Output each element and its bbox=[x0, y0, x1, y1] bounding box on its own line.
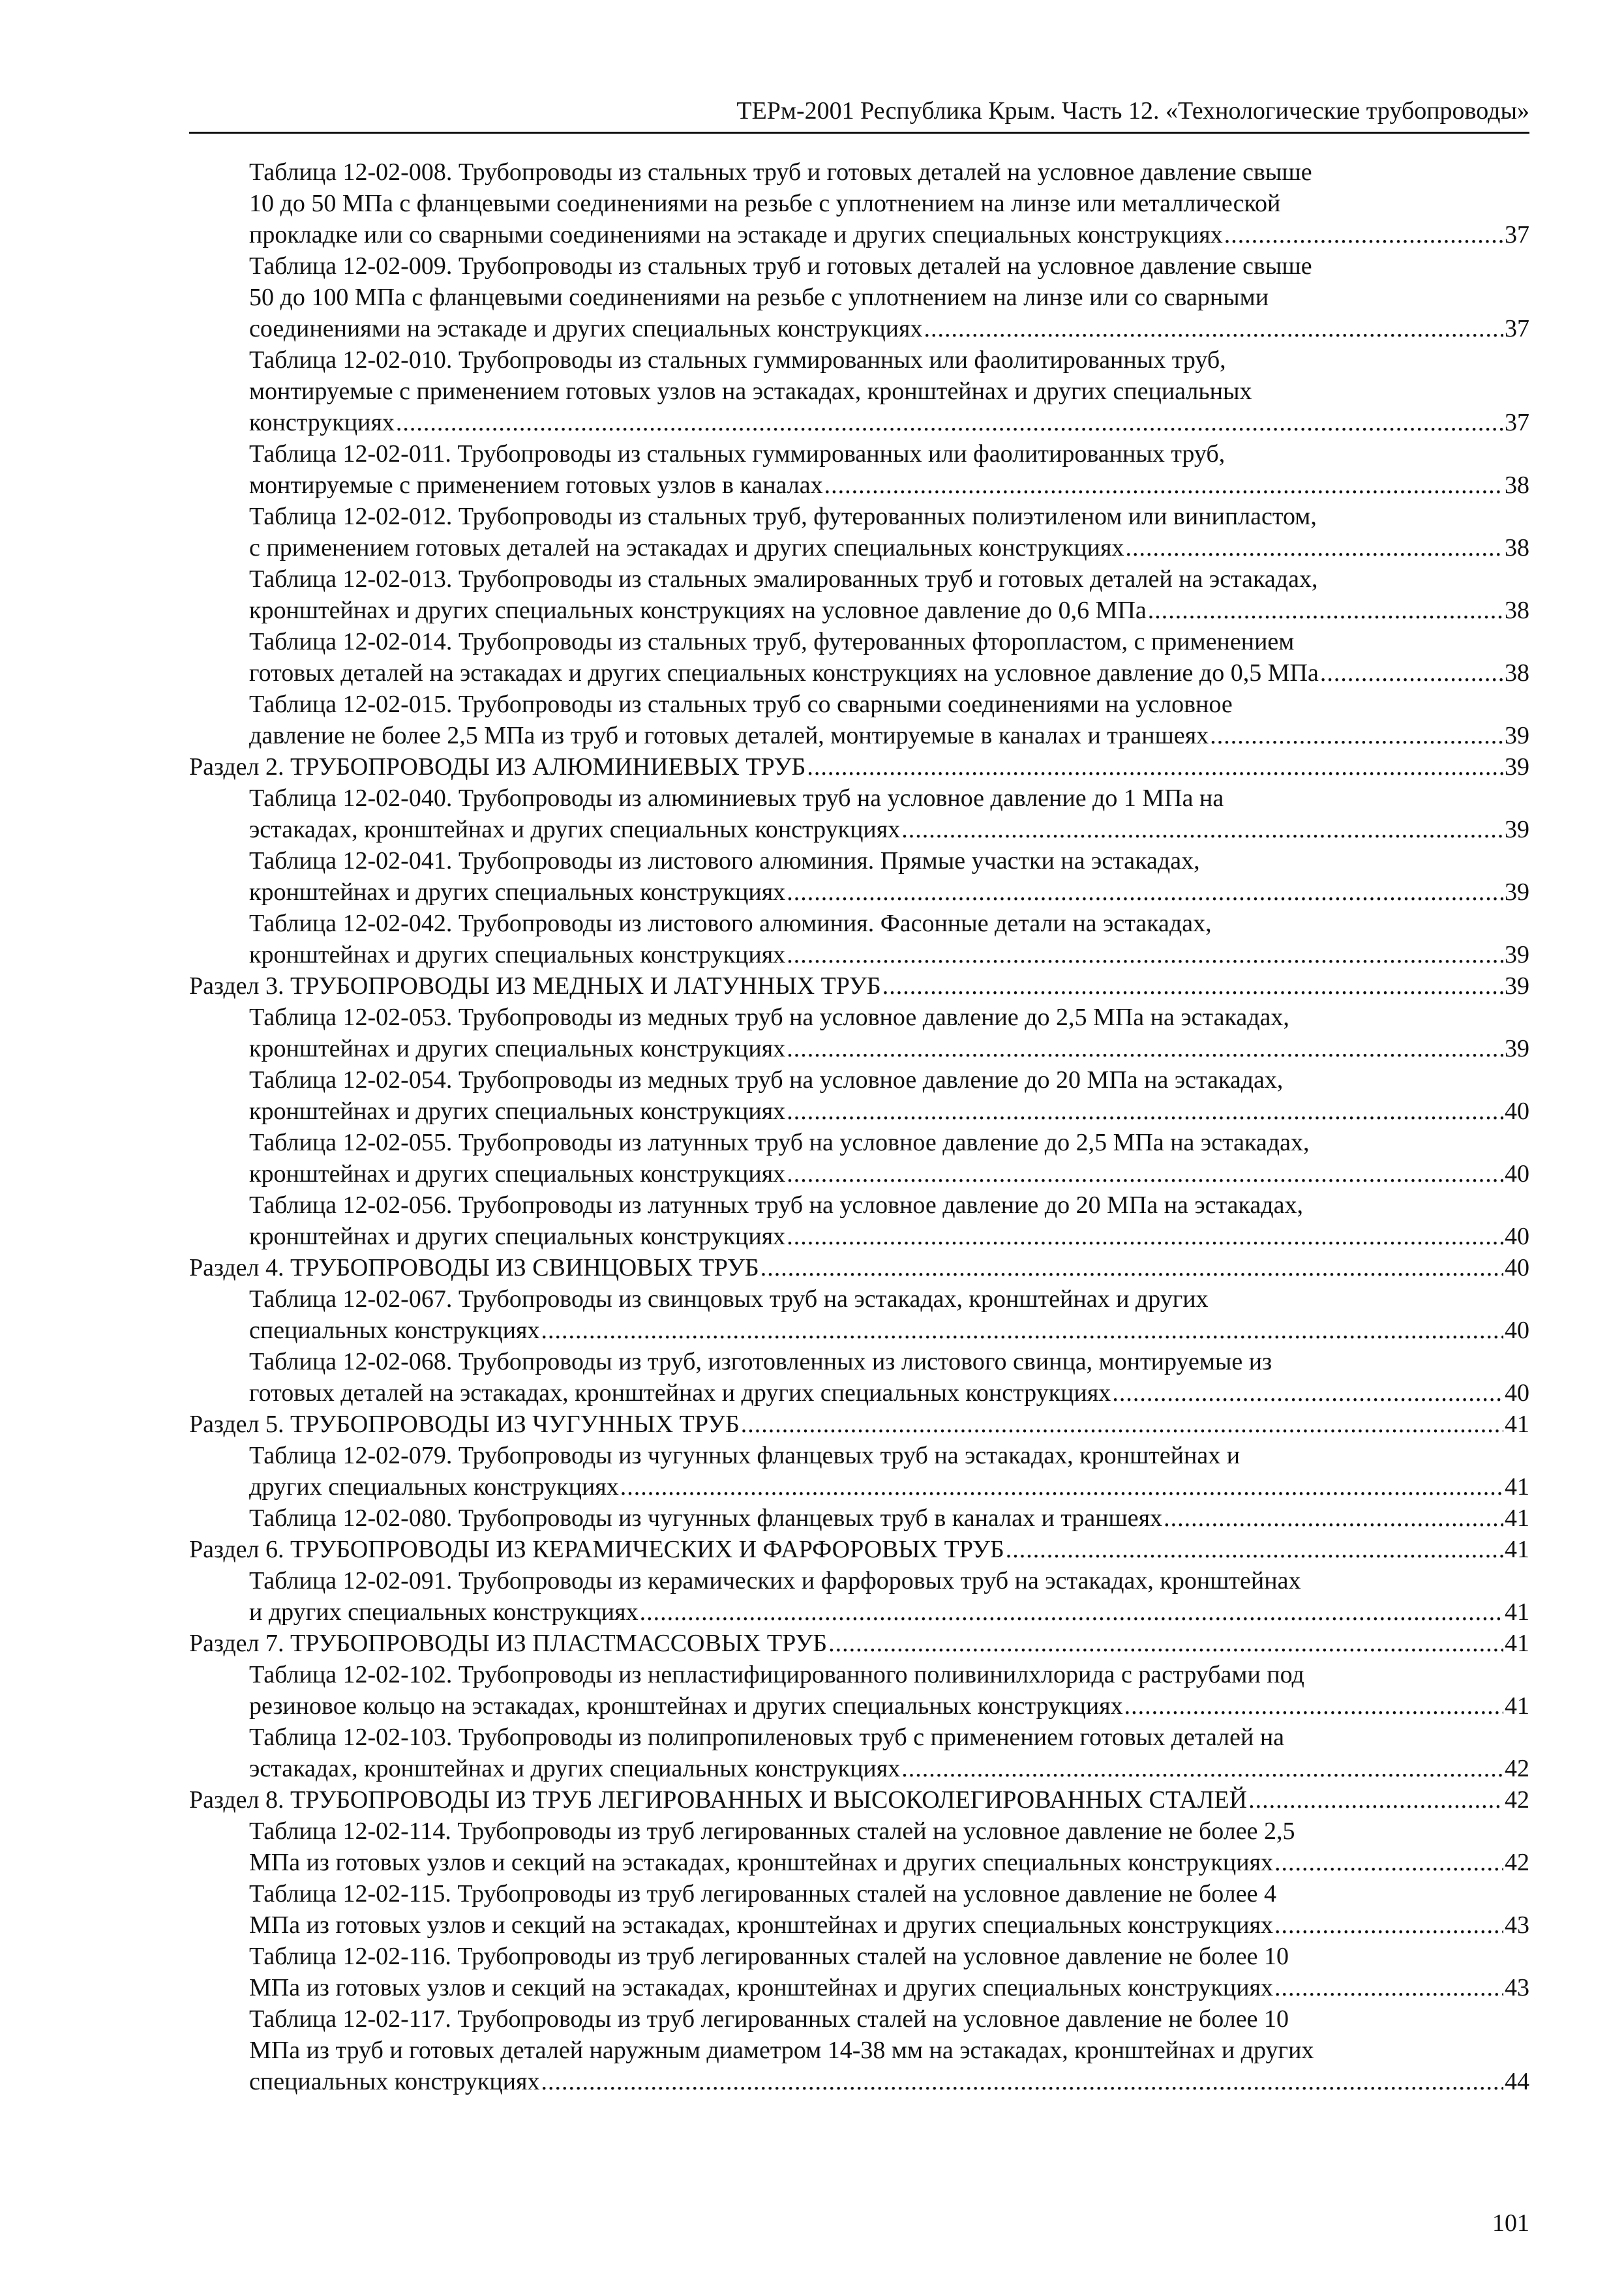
toc-entry-last-line bbox=[249, 2066, 1529, 2097]
toc-entry-last-line bbox=[249, 1033, 1529, 1064]
toc-entry-last-line bbox=[189, 1409, 1529, 1440]
toc-entry-text-line: Раздел 2. ТРУБОПРОВОДЫ ИЗ АЛЮМИНИЕВЫХ ТРУБ bbox=[189, 753, 806, 781]
dot-leader bbox=[824, 470, 1503, 501]
toc-page-ref: 42 bbox=[1505, 1755, 1529, 1782]
toc-entry-text-line: кронштейнах и других специальных конструкциях bbox=[249, 878, 786, 906]
toc-section-entry[interactable] bbox=[189, 1252, 1529, 1283]
dot-leader bbox=[760, 1252, 1503, 1283]
toc-section-entry[interactable] bbox=[189, 751, 1529, 783]
toc-table-entry[interactable] bbox=[189, 783, 1529, 845]
toc-page-ref: 43 bbox=[1505, 1911, 1529, 1939]
toc-entry-text-line: с применением готовых деталей на эстакадах и других специальных конструкциях bbox=[249, 534, 1124, 561]
toc-table-entry[interactable] bbox=[189, 1189, 1529, 1252]
header-divider bbox=[189, 132, 1529, 134]
toc-entry-text-line: Таблица 12-02-056. Трубопроводы из латунных труб на условное давление до 20 МПа на эстакадах, bbox=[249, 1191, 1303, 1219]
toc-table-entry[interactable] bbox=[189, 1283, 1529, 1346]
toc-entry-text-line: Таблица 12-02-040. Трубопроводы из алюминиевых труб на условное давление до 1 МПа на bbox=[249, 785, 1224, 812]
toc-table-entry[interactable] bbox=[189, 1878, 1529, 1941]
toc-entry-last-line bbox=[249, 532, 1529, 563]
toc-entry-text-line: Раздел 4. ТРУБОПРОВОДЫ ИЗ СВИНЦОВЫХ ТРУБ bbox=[189, 1254, 759, 1281]
toc-page-ref: 38 bbox=[1505, 534, 1529, 561]
toc-entry-text-line: Таблица 12-02-055. Трубопроводы из латунных труб на условное давление до 2,5 МПа на эстакадах, bbox=[249, 1129, 1310, 1156]
toc-entry-last-line bbox=[249, 876, 1529, 908]
toc-entry-text-line: Таблица 12-02-102. Трубопроводы из непластифицированного поливинилхлорида с раструбами под bbox=[249, 1661, 1304, 1688]
toc-entry-text-line: кронштейнах и других специальных конструкциях bbox=[249, 1223, 786, 1250]
toc-page-ref: 39 bbox=[1505, 1035, 1529, 1062]
toc-page-ref: 40 bbox=[1505, 1254, 1529, 1281]
toc-entry-text-line: Раздел 5. ТРУБОПРОВОДЫ ИЗ ЧУГУННЫХ ТРУБ bbox=[189, 1411, 740, 1438]
dot-leader bbox=[807, 751, 1503, 783]
dot-leader bbox=[1248, 1784, 1503, 1816]
toc-entry-text-line: Таблица 12-02-013. Трубопроводы из стальных эмалированных труб и готовых деталей на эстакадах, bbox=[249, 565, 1318, 593]
toc-section-entry[interactable] bbox=[189, 970, 1529, 1002]
toc-entry-text-line: Таблица 12-02-015. Трубопроводы из стальных труб со сварными соединениями на условное bbox=[249, 691, 1233, 718]
toc-entry-text-line: Таблица 12-02-041. Трубопроводы из листового алюминия. Прямые участки на эстакадах, bbox=[249, 847, 1200, 875]
toc-entry-last-line bbox=[249, 313, 1529, 344]
toc-page-ref: 39 bbox=[1505, 816, 1529, 843]
toc-page-ref: 40 bbox=[1505, 1379, 1529, 1407]
dot-leader bbox=[1006, 1534, 1503, 1565]
toc-entry-text-line: МПа из готовых узлов и секций на эстакадах, кронштейнах и других специальных конструкциях bbox=[249, 1911, 1274, 1939]
dot-leader bbox=[741, 1409, 1503, 1440]
toc-entry-last-line bbox=[249, 1503, 1529, 1534]
toc-entry-text-line: специальных конструкциях bbox=[249, 2068, 540, 2095]
toc-entry-last-line bbox=[249, 939, 1529, 970]
toc-entry-last-line bbox=[249, 595, 1529, 626]
toc-page-ref: 39 bbox=[1505, 722, 1529, 749]
toc-entry-text-line: МПа из готовых узлов и секций на эстакадах, кронштейнах и других специальных конструкциях bbox=[249, 1849, 1274, 1876]
dot-leader bbox=[1274, 1972, 1503, 2003]
toc-entry-text-line: эстакадах, кронштейнах и других специальных конструкциях bbox=[249, 1755, 901, 1782]
dot-leader bbox=[620, 1471, 1503, 1503]
toc-table-entry[interactable] bbox=[189, 1503, 1529, 1534]
toc-page-ref: 41 bbox=[1505, 1411, 1529, 1438]
toc-entry-text-line: давление не более 2,5 МПа из труб и готовых деталей, монтируемые в каналах и траншеях bbox=[249, 722, 1209, 749]
toc-entry-text-line: Таблица 12-02-114. Трубопроводы из труб легированных сталей на условное давление не более 2,5 bbox=[249, 1818, 1295, 1845]
dot-leader bbox=[1112, 1377, 1503, 1409]
toc-table-entry[interactable] bbox=[189, 1565, 1529, 1628]
toc-table-entry[interactable] bbox=[189, 1127, 1529, 1189]
toc-entry-text-line: 10 до 50 МПа с фланцевыми соединениями на резьбе с уплотнением на линзе или металлической bbox=[249, 190, 1281, 217]
toc-entry-text-line: готовых деталей на эстакадах и других специальных конструкциях на условное давление до 0,5 МПа bbox=[249, 659, 1319, 687]
toc-entry-text-line: Раздел 7. ТРУБОПРОВОДЫ ИЗ ПЛАСТМАССОВЫХ ТРУБ bbox=[189, 1630, 828, 1657]
dot-leader bbox=[787, 876, 1503, 908]
toc-table-entry[interactable] bbox=[189, 344, 1529, 438]
toc-entry-last-line bbox=[249, 219, 1529, 250]
dot-leader bbox=[640, 1596, 1503, 1628]
toc-entry-text-line: конструкциях bbox=[249, 409, 395, 436]
dot-leader bbox=[1274, 1847, 1503, 1878]
toc-entry-text-line: Таблица 12-02-042. Трубопроводы из листового алюминия. Фасонные детали на эстакадах, bbox=[249, 910, 1212, 937]
dot-leader bbox=[1320, 657, 1503, 689]
toc-page-ref: 44 bbox=[1505, 2068, 1529, 2095]
toc-page-ref: 41 bbox=[1505, 1536, 1529, 1563]
toc-table-entry[interactable] bbox=[189, 501, 1529, 563]
running-header: ТЕРм-2001 Республика Крым. Часть 12. «Технологические трубопроводы» bbox=[736, 97, 1529, 125]
toc-entry-last-line bbox=[249, 720, 1529, 751]
toc-entry-text-line: Таблица 12-02-103. Трубопроводы из полипропиленовых труб с применением готовых деталей на bbox=[249, 1724, 1285, 1751]
toc-entry-text-line: МПа из труб и готовых деталей наружным диаметром 14-38 мм на эстакадах, кронштейнах и других bbox=[249, 2037, 1314, 2064]
toc-page-ref: 39 bbox=[1505, 941, 1529, 968]
toc-entry-last-line bbox=[249, 1158, 1529, 1189]
toc-entry-last-line bbox=[249, 814, 1529, 845]
toc-page-ref: 41 bbox=[1505, 1504, 1529, 1532]
toc-table-entry[interactable] bbox=[189, 689, 1529, 751]
toc-entry-text-line: 50 до 100 МПа с фланцевыми соединениями на резьбе с уплотнением на линзе или со сварными bbox=[249, 284, 1269, 311]
toc-entry-text-line: кронштейнах и других специальных конструкциях на условное давление до 0,6 МПа bbox=[249, 597, 1147, 624]
dot-leader bbox=[882, 970, 1503, 1002]
toc-section-entry[interactable] bbox=[189, 1784, 1529, 1816]
dot-leader bbox=[1125, 532, 1503, 563]
dot-leader bbox=[924, 313, 1503, 344]
toc-entry-last-line bbox=[189, 1534, 1529, 1565]
toc-page-ref: 42 bbox=[1505, 1786, 1529, 1814]
toc-table-entry[interactable] bbox=[189, 1064, 1529, 1127]
toc-page-ref: 39 bbox=[1505, 753, 1529, 781]
toc-section-entry[interactable] bbox=[189, 1628, 1529, 1659]
dot-leader bbox=[396, 407, 1503, 438]
toc-entry-text-line: монтируемые с применением готовых узлов на эстакадах, кронштейнах и других специальных bbox=[249, 378, 1252, 405]
toc-entry-text-line: Таблица 12-02-053. Трубопроводы из медных труб на условное давление до 2,5 МПа на эстакадах, bbox=[249, 1004, 1289, 1031]
toc-entry-last-line bbox=[249, 1471, 1529, 1503]
toc-page-ref: 38 bbox=[1505, 471, 1529, 499]
toc-table-entry[interactable] bbox=[189, 1659, 1529, 1722]
toc-entry-text-line: Таблица 12-02-009. Трубопроводы из стальных труб и готовых деталей на условное давление свыше bbox=[249, 252, 1312, 280]
toc-entry-last-line bbox=[189, 1628, 1529, 1659]
toc-page-ref: 41 bbox=[1505, 1692, 1529, 1720]
toc-entry-last-line bbox=[249, 1377, 1529, 1409]
toc-page-ref: 41 bbox=[1505, 1598, 1529, 1626]
toc-entry-last-line bbox=[189, 1784, 1529, 1816]
toc-page-ref: 40 bbox=[1505, 1098, 1529, 1125]
toc-entry-last-line bbox=[249, 1596, 1529, 1628]
toc-entry-last-line bbox=[249, 1909, 1529, 1941]
toc-entry-text-line: Таблица 12-02-008. Трубопроводы из стальных труб и готовых деталей на условное давление свыше bbox=[249, 158, 1312, 186]
toc-table-entry[interactable] bbox=[189, 1816, 1529, 1878]
toc-table-entry[interactable] bbox=[189, 563, 1529, 626]
toc-section-entry[interactable] bbox=[189, 1409, 1529, 1440]
dot-leader bbox=[787, 1158, 1503, 1189]
toc-page-ref: 43 bbox=[1505, 1974, 1529, 2001]
dot-leader bbox=[901, 814, 1503, 845]
toc-entry-text-line: МПа из готовых узлов и секций на эстакадах, кронштейнах и других специальных конструкциях bbox=[249, 1974, 1274, 2001]
toc-entry-last-line bbox=[249, 1847, 1529, 1878]
dot-leader bbox=[1164, 1503, 1503, 1534]
dot-leader bbox=[828, 1628, 1503, 1659]
dot-leader bbox=[1124, 1690, 1503, 1722]
toc-entry-last-line bbox=[249, 1753, 1529, 1784]
toc-entry-last-line bbox=[189, 751, 1529, 783]
toc-entry-text-line: кронштейнах и других специальных конструкциях bbox=[249, 1160, 786, 1188]
toc-entry-last-line bbox=[249, 1315, 1529, 1346]
toc-entry-text-line: Раздел 8. ТРУБОПРОВОДЫ ИЗ ТРУБ ЛЕГИРОВАННЫХ И ВЫСОКОЛЕГИРОВАННЫХ СТАЛЕЙ bbox=[189, 1786, 1248, 1814]
toc-entry-text-line: других специальных конструкциях bbox=[249, 1473, 619, 1501]
dot-leader bbox=[541, 2066, 1503, 2097]
toc-entry-last-line bbox=[249, 657, 1529, 689]
toc-entry-text-line: Таблица 12-02-010. Трубопроводы из стальных гуммированных или фаолитированных труб, bbox=[249, 346, 1226, 374]
toc-table-entry[interactable] bbox=[189, 1440, 1529, 1503]
toc-entry-last-line bbox=[249, 1221, 1529, 1252]
toc-page-ref: 39 bbox=[1505, 878, 1529, 906]
toc-table-entry[interactable] bbox=[189, 908, 1529, 970]
toc-table-entry[interactable] bbox=[189, 250, 1529, 344]
toc-page-ref: 37 bbox=[1505, 221, 1529, 248]
toc-entry-last-line bbox=[249, 1096, 1529, 1127]
toc-page-ref: 40 bbox=[1505, 1223, 1529, 1250]
page-number: 101 bbox=[1492, 2209, 1529, 2237]
toc-section-entry[interactable] bbox=[189, 1534, 1529, 1565]
toc-page-ref: 37 bbox=[1505, 315, 1529, 342]
toc-entry-text-line: Таблица 12-02-117. Трубопроводы из труб легированных сталей на условное давление не более 10 bbox=[249, 2005, 1289, 2033]
toc-entry-text-line: Таблица 12-02-091. Трубопроводы из керамических и фарфоровых труб на эстакадах, кронштейнах bbox=[249, 1567, 1301, 1594]
toc-entry-text-line: Таблица 12-02-014. Трубопроводы из стальных труб, футерованных фторопластом, с применением bbox=[249, 628, 1295, 655]
toc-entry-last-line bbox=[249, 407, 1529, 438]
dot-leader bbox=[787, 939, 1503, 970]
toc-entry-text-line: Таблица 12-02-011. Трубопроводы из стальных гуммированных или фаолитированных труб, bbox=[249, 440, 1226, 468]
toc-entry-text-line: кронштейнах и других специальных конструкциях bbox=[249, 1098, 786, 1125]
toc-table-entry[interactable] bbox=[189, 845, 1529, 908]
toc-table-entry[interactable] bbox=[189, 1002, 1529, 1064]
toc-entry-text-line: готовых деталей на эстакадах, кронштейнах и других специальных конструкциях bbox=[249, 1379, 1111, 1407]
toc-entry-text-line: соединениями на эстакаде и других специальных конструкциях bbox=[249, 315, 923, 342]
toc-table-entry[interactable] bbox=[189, 157, 1529, 250]
dot-leader bbox=[541, 1315, 1503, 1346]
table-of-contents bbox=[189, 157, 1529, 2097]
toc-page-ref: 38 bbox=[1505, 597, 1529, 624]
toc-entry-text-line: Таблица 12-02-079. Трубопроводы из чугунных фланцевых труб на эстакадах, кронштейнах и bbox=[249, 1442, 1241, 1469]
dot-leader bbox=[787, 1096, 1503, 1127]
toc-page-ref: 40 bbox=[1505, 1160, 1529, 1188]
toc-table-entry[interactable] bbox=[189, 438, 1529, 501]
toc-entry-text-line: и других специальных конструкциях bbox=[249, 1598, 639, 1626]
toc-entry-text-line: монтируемые с применением готовых узлов в каналах bbox=[249, 471, 823, 499]
toc-entry-text-line: Таблица 12-02-067. Трубопроводы из свинцовых труб на эстакадах, кронштейнах и других bbox=[249, 1285, 1209, 1313]
toc-entry-last-line bbox=[249, 1690, 1529, 1722]
toc-table-entry[interactable] bbox=[189, 2003, 1529, 2097]
dot-leader bbox=[901, 1753, 1503, 1784]
toc-table-entry[interactable] bbox=[189, 1722, 1529, 1784]
toc-page-ref: 41 bbox=[1505, 1630, 1529, 1657]
dot-leader bbox=[1148, 595, 1503, 626]
toc-entry-text-line: Таблица 12-02-054. Трубопроводы из медных труб на условное давление до 20 МПа на эстакадах, bbox=[249, 1066, 1284, 1094]
toc-table-entry[interactable] bbox=[189, 626, 1529, 689]
dot-leader bbox=[787, 1033, 1503, 1064]
toc-entry-last-line bbox=[249, 470, 1529, 501]
toc-page-ref: 41 bbox=[1505, 1473, 1529, 1501]
dot-leader bbox=[1210, 720, 1503, 751]
dot-leader bbox=[1274, 1909, 1503, 1941]
toc-entry-text-line: Таблица 12-02-115. Трубопроводы из труб легированных сталей на условное давление не более 4 bbox=[249, 1880, 1276, 1908]
toc-table-entry[interactable] bbox=[189, 1941, 1529, 2003]
toc-entry-text-line: специальных конструкциях bbox=[249, 1317, 540, 1344]
toc-entry-text-line: Раздел 3. ТРУБОПРОВОДЫ ИЗ МЕДНЫХ И ЛАТУННЫХ ТРУБ bbox=[189, 972, 881, 1000]
toc-entry-text-line: резиновое кольцо на эстакадах, кронштейнах и других специальных конструкциях bbox=[249, 1692, 1123, 1720]
toc-page-ref: 42 bbox=[1505, 1849, 1529, 1876]
toc-entry-text-line: Таблица 12-02-080. Трубопроводы из чугунных фланцевых труб в каналах и траншеях bbox=[249, 1504, 1163, 1532]
toc-entry-last-line bbox=[249, 1972, 1529, 2003]
toc-entry-last-line bbox=[189, 1252, 1529, 1283]
toc-entry-text-line: кронштейнах и других специальных конструкциях bbox=[249, 941, 786, 968]
toc-entry-text-line: Таблица 12-02-116. Трубопроводы из труб легированных сталей на условное давление не более 10 bbox=[249, 1943, 1289, 1970]
toc-page-ref: 38 bbox=[1505, 659, 1529, 687]
toc-entry-text-line: прокладке или со сварными соединениями на эстакаде и других специальных конструкциях bbox=[249, 221, 1223, 248]
toc-page-ref: 39 bbox=[1505, 972, 1529, 1000]
toc-entry-text-line: кронштейнах и других специальных конструкциях bbox=[249, 1035, 786, 1062]
toc-entry-text-line: Раздел 6. ТРУБОПРОВОДЫ ИЗ КЕРАМИЧЕСКИХ И ФАРФОРОВЫХ ТРУБ bbox=[189, 1536, 1004, 1563]
toc-page-ref: 37 bbox=[1505, 409, 1529, 436]
toc-table-entry[interactable] bbox=[189, 1346, 1529, 1409]
toc-entry-text-line: Таблица 12-02-068. Трубопроводы из труб, изготовленных из листового свинца, монтируемые из bbox=[249, 1348, 1272, 1375]
dot-leader bbox=[1224, 219, 1503, 250]
toc-entry-text-line: эстакадах, кронштейнах и других специальных конструкциях bbox=[249, 816, 901, 843]
toc-entry-text-line: Таблица 12-02-012. Трубопроводы из стальных труб, футерованных полиэтиленом или винипластом, bbox=[249, 503, 1317, 530]
toc-page-ref: 40 bbox=[1505, 1317, 1529, 1344]
toc-entry-last-line bbox=[189, 970, 1529, 1002]
dot-leader bbox=[787, 1221, 1503, 1252]
